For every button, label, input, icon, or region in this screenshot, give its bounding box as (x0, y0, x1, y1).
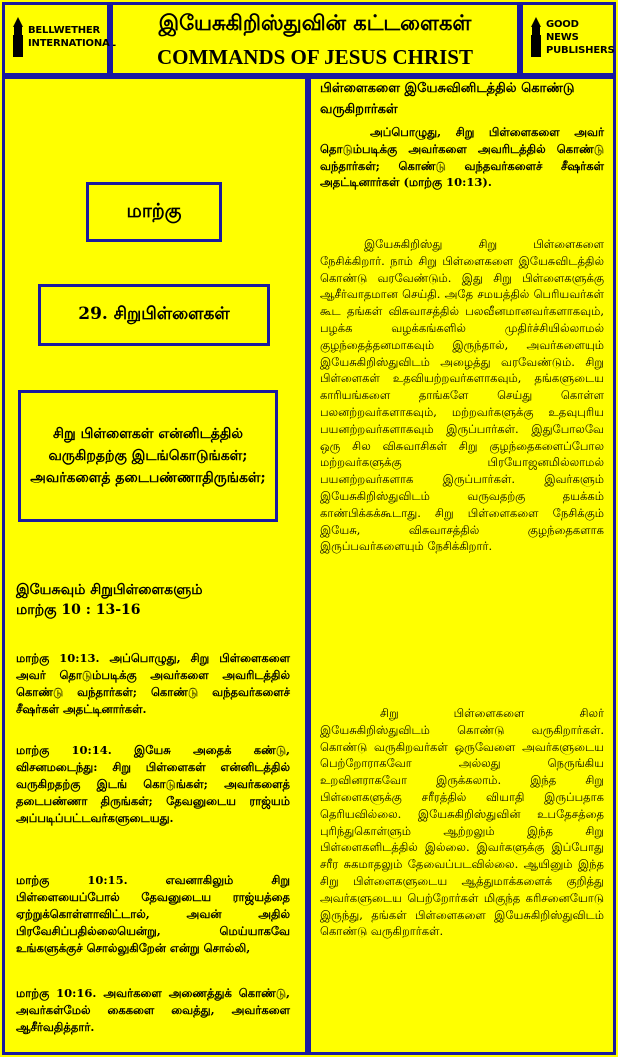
book-label: மாற்கு (126, 199, 182, 222)
tower-icon (529, 17, 543, 57)
bell-tower-icon (11, 17, 25, 57)
bellwether-logo (11, 17, 116, 57)
verse-paragraph: மாற்கு 10:14. இயேசு அதைக் கண்டு, விசனமடைந்து: சிறு பிள்ளைகள் என்னிடத்தில் வருகிறதற்கு இடங் கொடுங்கள்; அவர்களைத் தடைபண்ணா திருங்கள்; தேவனுடைய ராஜ்யம் அப்படிப்பட்டவர்களுடையது. (16, 743, 290, 825)
intro-verse-paragraph: அப்பொழுது, சிறு பிள்ளைகளை அவர் தொடும்படிக்கு அவர்களை அவரிடத்தில் கொண்டு வந்தார்கள்; கொண்டு வந்தவர்களைச் சீஷர்கள் அதட்டினார்கள் (மாற்கு 10:13). (320, 125, 604, 190)
verse-paragraph: மாற்கு 10:15. எவனாகிலும் சிறு பிள்ளையைப்போல் தேவனுடைய ராஜ்யத்தை ஏற்றுக்கொள்ளாவிட்டால், அவன் அதில் பிரவேசிப்பதில்லையென்று, மெய்யாகவே உங்களுக்குச் சொல்லுகிறேன் என்று சொல்லி, (16, 873, 290, 955)
section-heading: பிள்ளைகளை இயேசுவினிடத்தில் கொண்டு வருகிறார்கள் (320, 81, 575, 117)
title-banner (110, 2, 520, 76)
commentary-paragraph: சிறு பிள்ளைகளை சிலர் இயேசுகிறிஸ்துவிடம் கொண்டு வருகிறார்கள். கொண்டு வருகிறவர்கள் ஒருவேளை அவர்களுடைய பெற்றோராகவோ அல்லது நெருங்கிய உறவினராகவோ இருக்கலாம். இந்த சிறு பிள்ளைகளுக்கு சரீரத்தில் வியாதி இருப்பதாக தெரியவில்லை. இயேசுகிறிஸ்துவின் உபதேசத்தை புரிந்துகொள்ளும் ஆற்றலும் இந்த சிறு பிள்ளைகளிடத்தில் இல்லை. இவர்களுக்கு இப்போது சரீர சுகமாதலும் தேவைப்படவில்லை. ஆயினும் இந்த சிறு பிள்ளைகளுடைய ஆத்துமாக்களைக் குறித்து அவர்களுடைய பெற்றோர்கள் மிகுந்த கரிசனையோடு இருந்து, தங்கள் பிள்ளைகளை இயேசுகிறிஸ்துவிடம் கொண்டு வருகிறார்கள். (320, 706, 604, 939)
passage-reference: மாற்கு 10 : 13-16 (16, 602, 141, 618)
publisher-logo-left (2, 2, 116, 76)
right-logo-text: GOOD NEWS PUBLISHERS (546, 18, 615, 56)
passage-heading (16, 580, 292, 620)
good-news-logo (529, 17, 615, 57)
title-english: COMMANDS OF JESUS CHRIST (156, 45, 473, 69)
key-verse-box (18, 390, 278, 522)
lesson-title: 29. சிறுபிள்ளைகள் (78, 304, 230, 324)
lesson-title-box (38, 284, 270, 346)
title-tamil: இயேசுகிறிஸ்துவின் கட்டளைகள் (158, 11, 472, 35)
key-verse: சிறு பிள்ளைகள் என்னிடத்தில் வருகிறதற்கு இடங்கொடுங்கள்; அவர்களைத் தடைபண்ணாதிருங்கள்; (30, 426, 266, 486)
book-label-box (86, 182, 222, 242)
passage-title: இயேசுவும் சிறுபிள்ளைகளும் (16, 582, 203, 598)
left-logo-text: BELLWETHER INTERNATIONAL (28, 25, 116, 49)
verse-paragraph: மாற்கு 10:13. அப்பொழுது, சிறு பிள்ளைகளை அவர் தொடும்படிக்கு அவர்களை அவரிடத்தில் கொண்டு வந்தார்கள்; கொண்டு வந்தவர்களைச் சீஷர்கள் அதட்டினார்கள். (16, 651, 290, 716)
commentary-paragraph: இயேசுகிறிஸ்து சிறு பிள்ளைகளை நேசிக்கிறார். நாம் சிறு பிள்ளைகளை இயேசுவிடத்தில் கொண்டு வரவேண்டும். இது சிறு பிள்ளைகளுக்கு ஆசீர்வாதமான செய்தி. அதே சமயத்தில் பெரியவர்கள் கூட தங்கள் விசுவாசத்தில் பலவீனமானவர்களாகவும், பழக்க வழக்கங்களில் முதிர்ச்சியில்லாமல் குழந்தைத்தனமாகவும் இருந்தால், அவர்களையும் இயேசுகிறிஸ்துவிடம் அழைத்து வரவேண்டும். சிறு பிள்ளைகள் உதவியற்றவர்களாகவும், தங்களுடைய காரியங்களை தாங்களே செய்து கொள்ள பலனற்றவர்களாகவும், மற்றவர்களுக்கு உதவுபுரிய பயனற்றவர்களாகவும் இருப்பார்கள். இதுபோலவே ஒரு சில விசுவாசிகள் சிறு குழந்தைகளைப்போல மற்றவர்களுக்கு பிரயோஜனமில்லாமல் பயனற்றவர்களாக இருப்பார்கள். இவர்களும் இயேசுகிறிஸ்துவிடம் வருவதற்கு தயக்கம் காண்பிக்கக்கூடாது. சிறு பிள்ளைகளை நேசிக்கும் இயேசு, விசுவாசத்தில் குழந்தைகளாக இருப்பவர்களையும் நேசிக்கிறார். (320, 237, 604, 554)
verse-paragraph: மாற்கு 10:16. அவர்களை அணைத்துக் கொண்டு, அவர்கள்மேல் கைகளை வைத்து, அவர்களை ஆசீர்வதித்தார். (16, 986, 290, 1034)
publisher-logo-right (520, 2, 616, 76)
